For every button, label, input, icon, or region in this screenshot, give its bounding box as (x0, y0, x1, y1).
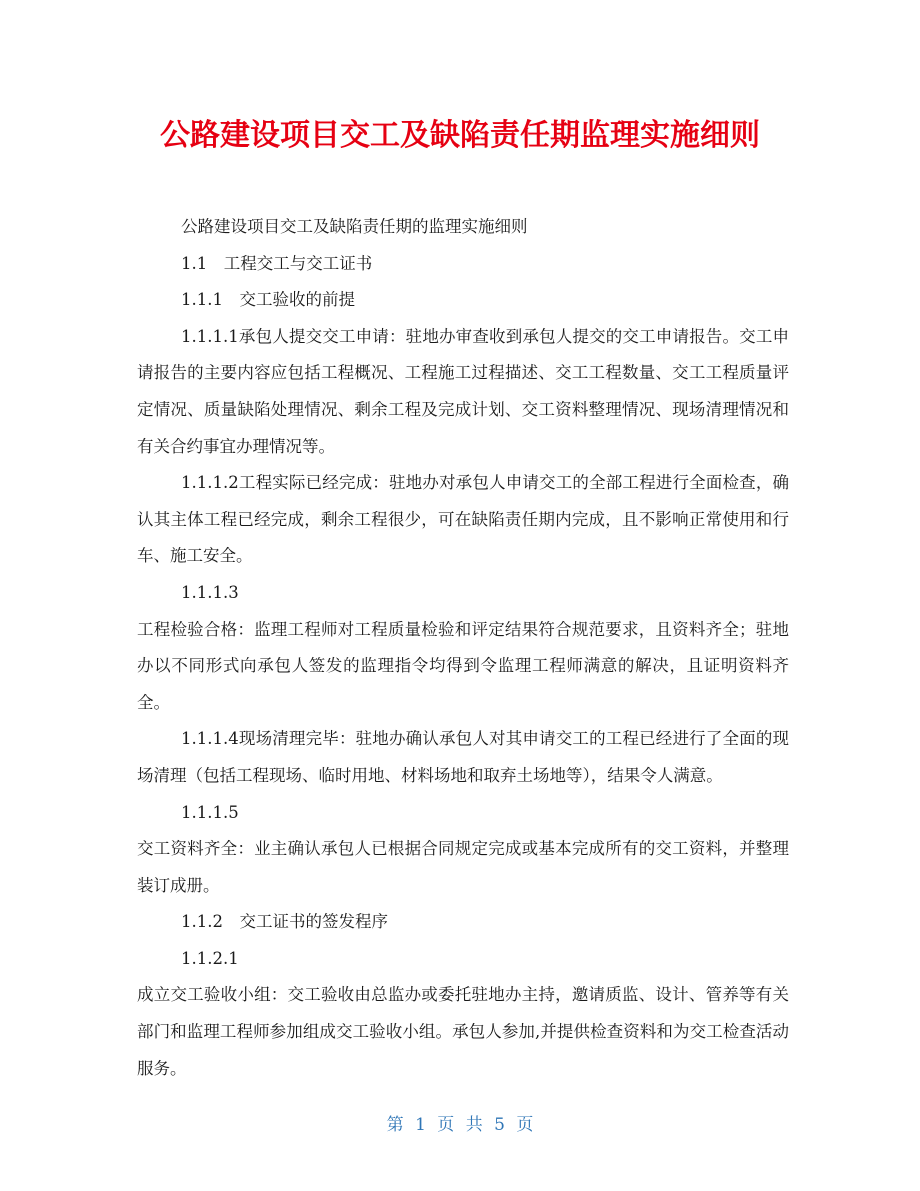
paragraph-1-1-1-3: 工程检验合格：监理工程师对工程质量检验和评定结果符合规范要求，且资料齐全；驻地办以不同形式向承包人签发的监理指令均得到令监理工程师满意的解决，且证明资料齐全。 (137, 619, 789, 712)
paragraph-heading-main: 公路建设项目交工及缺陷责任期的监理实施细则 (181, 217, 528, 236)
section-heading-1-1: 1.1 工程交工与交工证书 (181, 253, 373, 273)
document-body (137, 209, 789, 1087)
section-number-1-1-1-5: 1.1.1.5 (181, 802, 239, 822)
paragraph-1-1-1-4: 1.1.1.4现场清理完毕：驻地办确认承包人对其申请交工的工程已经进行了全面的现场清理（包括工程现场、临时用地、材料场地和取弃土场地等），结果令人满意。 (137, 729, 789, 785)
paragraph-1-1-1-2: 1.1.1.2工程实际已经完成：驻地办对承包人申请交工的全部工程进行全面检查，确认其主体工程已经完成，剩余工程很少，可在缺陷责任期内完成，且不影响正常使用和行车、施工安全。 (137, 473, 789, 566)
section-number-1-1-1-3: 1.1.1.3 (181, 582, 239, 602)
paragraph-1-1-2-1: 成立交工验收小组：交工验收由总监办或委托驻地办主持，邀请质监、设计、管养等有关部门和监理工程师参加组成交工验收小组。承包人参加,并提供检查资料和为交工检查活动服务。 (137, 985, 789, 1078)
paragraph-1-1-1-5: 交工资料齐全：业主确认承包人已根据合同规定完成或基本完成所有的交工资料，并整理装订成册。 (137, 839, 789, 895)
paragraph-1-1-1-1: 1.1.1.1承包人提交交工申请：驻地办审查收到承包人提交的交工申请报告。交工申请报告的主要内容应包括工程概况、工程施工过程描述、交工工程数量、交工工程质量评定情况、质量缺陷处理情况、剩余工程及完成计划、交工资料整理情况、现场清理情况和有关合约事宜办理情况等。 (137, 326, 789, 456)
section-number-1-1-2-1: 1.1.2.1 (181, 948, 239, 968)
section-heading-1-1-2: 1.1.2 交工证书的签发程序 (181, 912, 388, 932)
document-title: 公路建设项目交工及缺陷责任期监理实施细则 (160, 118, 760, 153)
page-footer: 第 1 页 共 5 页 (386, 1115, 534, 1135)
section-heading-1-1-1: 1.1.1 交工验收的前提 (181, 290, 355, 310)
